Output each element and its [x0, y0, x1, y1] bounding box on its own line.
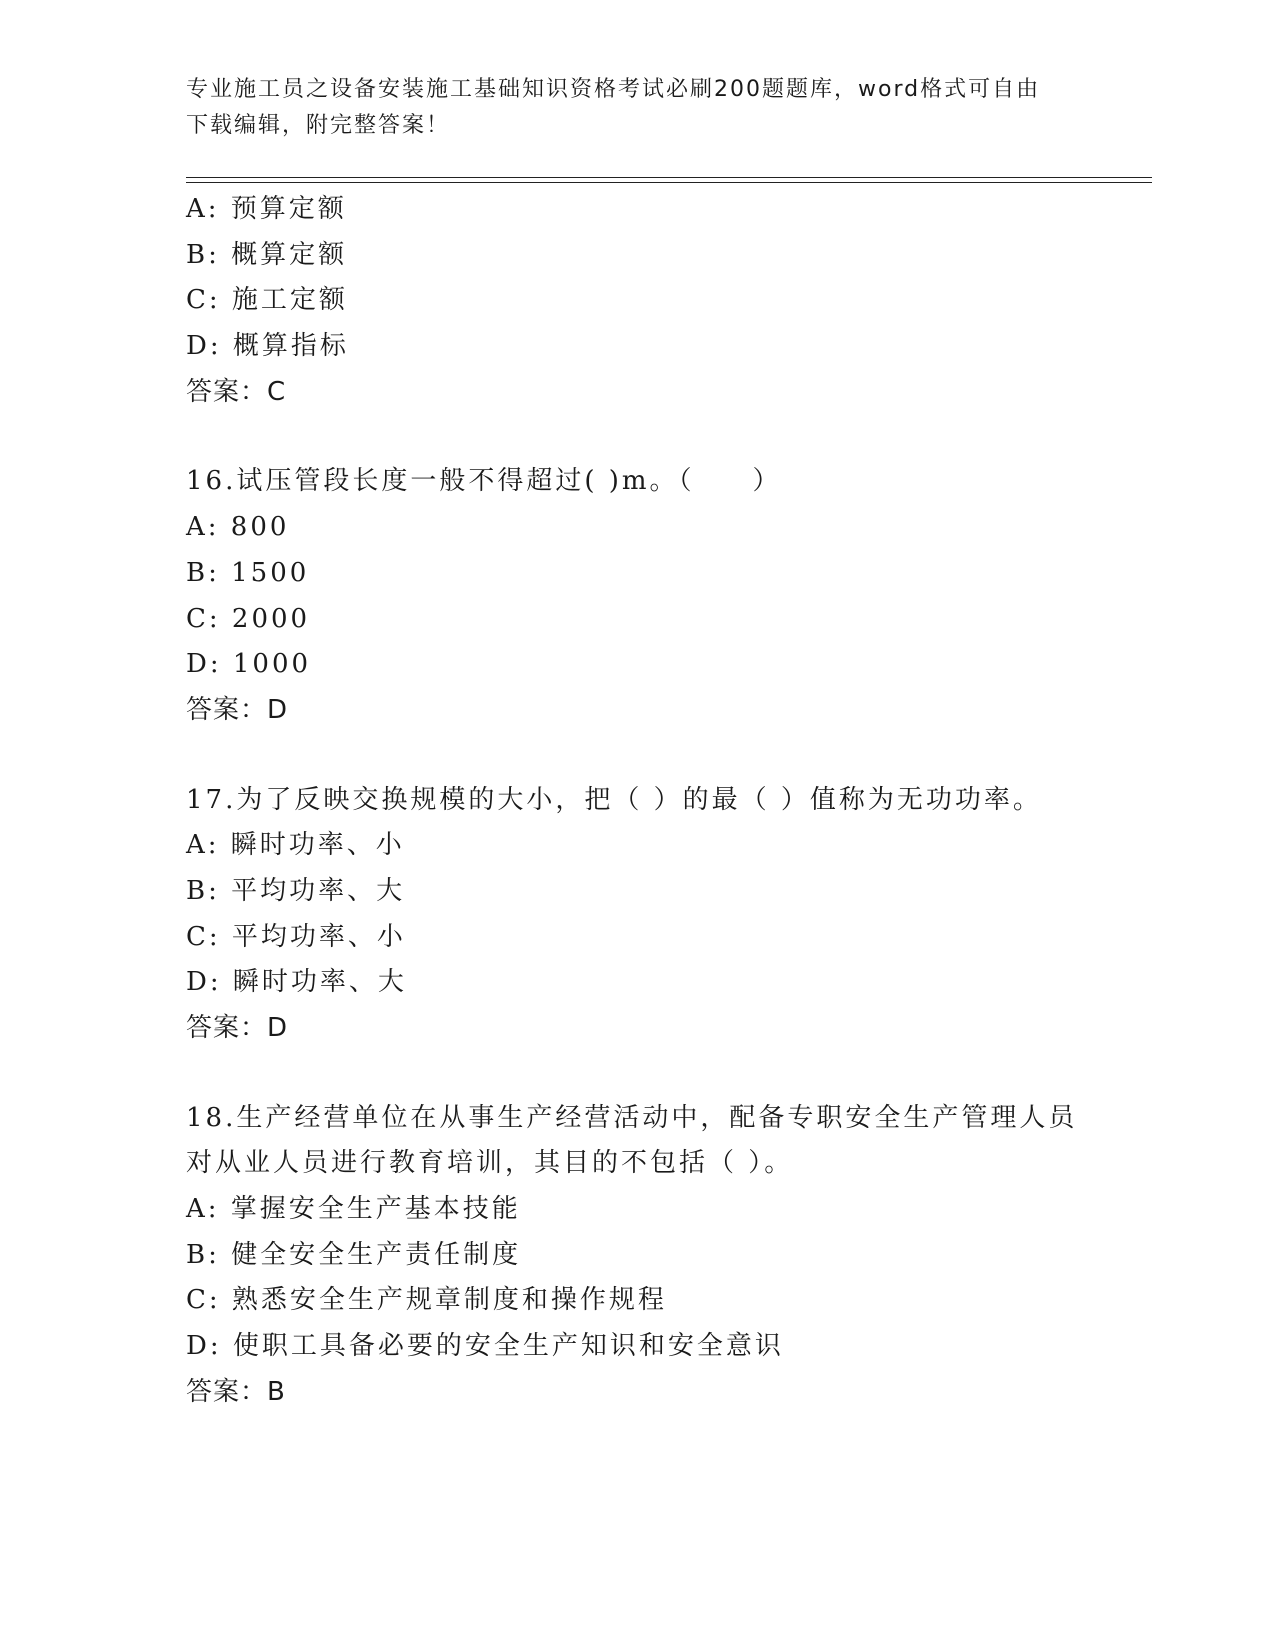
header-divider-bottom: [186, 182, 1152, 183]
option-a: A: 瞬时功率、小: [186, 830, 405, 861]
answer: 答案：D: [186, 694, 289, 725]
header-divider-top: [186, 177, 1152, 178]
question-18: [186, 1096, 1152, 1416]
option-a: A: 掌握安全生产基本技能: [186, 1194, 521, 1225]
option-b: B: 概算定额: [186, 239, 348, 270]
question-16: [186, 459, 1152, 733]
answer: 答案：B: [186, 1376, 286, 1407]
option-d: D: 1000: [186, 649, 312, 680]
option-d: D: 使职工具备必要的安全生产知识和安全意识: [186, 1331, 784, 1362]
option-c: C: 熟悉安全生产规章制度和操作规程: [186, 1285, 667, 1316]
question-text-line-1: 18.生产经营单位在从事生产经营活动中，配备专职安全生产管理人员: [186, 1102, 1078, 1133]
option-b: B: 健全安全生产责任制度: [186, 1239, 522, 1270]
option-c: C: 施工定额: [186, 285, 348, 316]
option-d: D: 概算指标: [186, 331, 349, 362]
option-c: C: 平均功率、小: [186, 921, 406, 952]
spacer: [186, 1052, 1152, 1096]
option-b: B: 平均功率、大: [186, 875, 406, 906]
spacer: [186, 734, 1152, 778]
question-17: [186, 778, 1152, 1052]
question-text-line-2: 对从业人员进行教育培训，其目的不包括（ ）。: [186, 1148, 794, 1179]
question-text: 17.为了反映交换规模的大小，把（ ）的最（ ）值称为无功功率。: [186, 784, 1042, 815]
option-a: A: 800: [186, 512, 290, 543]
answer: 答案：C: [186, 376, 287, 407]
header-line-2: 下载编辑，附完整答案！: [186, 113, 451, 138]
question-list: [186, 187, 1152, 1416]
question-15: [186, 187, 1152, 415]
question-text: 16.试压管段长度一般不得超过( )m。（ ）: [186, 466, 782, 497]
header-line-1: 专业施工员之设备安装施工基础知识资格考试必刷200题题库，word格式可自由: [186, 77, 1041, 102]
option-d: D: 瞬时功率、大: [186, 967, 407, 998]
option-b: B: 1500: [186, 557, 310, 588]
document-header: [186, 72, 1066, 144]
answer: 答案：D: [186, 1013, 289, 1043]
option-c: C: 2000: [186, 603, 311, 634]
spacer: [186, 415, 1152, 459]
option-a: A: 预算定额: [186, 194, 347, 224]
